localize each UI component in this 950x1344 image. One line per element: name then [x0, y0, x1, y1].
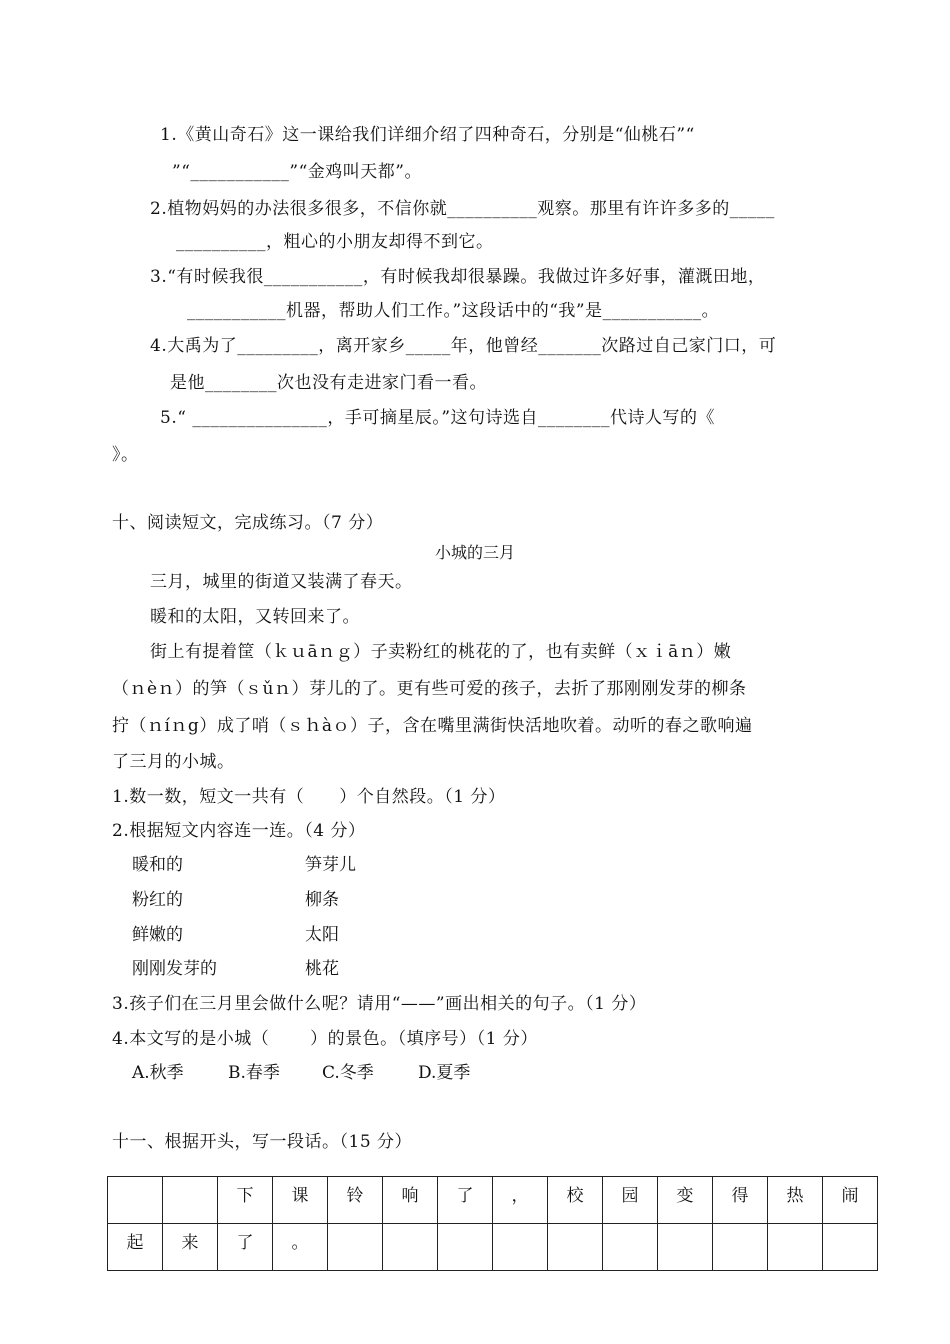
grid-cell[interactable]: [768, 1224, 823, 1271]
grid-cell[interactable]: [383, 1224, 438, 1271]
writing-grid: [107, 1176, 878, 1271]
question-2: 2.根据短文内容连一连。（4 分）: [112, 821, 366, 841]
q9-5-line1: 5.“ _______________，手可摘星辰。”这句诗选自________代诗人写的《: [160, 408, 716, 428]
option-d: D.夏季: [418, 1063, 471, 1083]
grid-cell[interactable]: 热: [768, 1177, 823, 1224]
grid-cell[interactable]: 闹: [823, 1177, 878, 1224]
q9-3-line2: ___________机器，帮助人们工作。”这段话中的“我”是___________。: [187, 301, 720, 321]
q9-4-line2: 是他________次也没有走进家门看一看。: [170, 373, 487, 393]
grid-cell[interactable]: 。: [273, 1224, 328, 1271]
grid-cell[interactable]: [603, 1224, 658, 1271]
match-right-3: 太阳: [305, 925, 339, 945]
grid-cell[interactable]: 起: [108, 1224, 163, 1271]
grid-cell[interactable]: [548, 1224, 603, 1271]
question-3: 3.孩子们在三月里会做什么呢？请用“——”画出相关的句子。（1 分）: [112, 994, 647, 1014]
grid-cell[interactable]: 铃: [328, 1177, 383, 1224]
grid-cell[interactable]: 来: [163, 1224, 218, 1271]
passage-paragraph-3-line1: 街上有提着筐（ｋｕāｎｇ）子卖粉红的桃花的了，也有卖鲜（ｘｉāｎ）嫩: [150, 642, 732, 662]
passage-paragraph-1: 三月，城里的街道又装满了春天。: [150, 572, 413, 592]
grid-cell[interactable]: 得: [713, 1177, 768, 1224]
q9-2-line2: __________，粗心的小朋友却得不到它。: [176, 232, 494, 252]
match-left-4: 刚刚发芽的: [132, 959, 217, 979]
match-left-2: 粉红的: [132, 890, 183, 910]
grid-cell[interactable]: 变: [658, 1177, 713, 1224]
passage-paragraph-3-line3: 拧（ｎíｎg）成了哨（ｓｈàｏ）子，含在嘴里满街快活地吹着。动听的春之歌响遍: [112, 716, 753, 736]
grid-cell[interactable]: 了: [218, 1224, 273, 1271]
passage-paragraph-3-line4: 了三月的小城。: [112, 752, 235, 772]
grid-cell[interactable]: [438, 1224, 493, 1271]
grid-cell[interactable]: [163, 1177, 218, 1224]
q9-3-line1: 3.“有时候我很___________，有时候我却很暴躁。我做过许多好事，灌溉田地，: [150, 267, 766, 287]
grid-cell[interactable]: [108, 1177, 163, 1224]
section-11-heading: 十一、根据开头，写一段话。（15 分）: [112, 1132, 413, 1152]
match-left-3: 鲜嫩的: [132, 925, 183, 945]
q9-2-line1: 2.植物妈妈的办法很多很多，不信你就__________观察。那里有许许多多的_____: [150, 199, 775, 219]
passage-paragraph-3-line2: （ｎèｎ）的笋（ｓǔｎ）芽儿的了。更有些可爱的孩子，去折了那刚刚发芽的柳条: [112, 679, 747, 699]
passage-paragraph-2: 暖和的太阳，又转回来了。: [150, 607, 360, 627]
question-1: 1.数一数，短文一共有（ ）个自然段。（1 分）: [112, 787, 506, 807]
section-10-heading: 十、阅读短文，完成练习。（7 分）: [112, 513, 384, 533]
grid-cell[interactable]: 课: [273, 1177, 328, 1224]
q9-1-line2: ”“___________”“金鸡叫天都”。: [172, 162, 422, 182]
grid-cell[interactable]: 了: [438, 1177, 493, 1224]
grid-cell[interactable]: 响: [383, 1177, 438, 1224]
grid-cell[interactable]: 下: [218, 1177, 273, 1224]
option-c: C.冬季: [322, 1063, 374, 1083]
passage-title: 小城的三月: [434, 543, 515, 562]
grid-row-2: [108, 1224, 878, 1271]
option-b: B.春季: [228, 1063, 280, 1083]
grid-cell[interactable]: 校: [548, 1177, 603, 1224]
q9-1-line1: 1.《黄山奇石》这一课给我们详细介绍了四种奇石，分别是“仙桃石”“: [160, 125, 695, 145]
grid-cell[interactable]: [493, 1224, 548, 1271]
match-right-2: 柳条: [305, 890, 339, 910]
match-left-1: 暖和的: [132, 855, 183, 875]
grid-cell[interactable]: [658, 1224, 713, 1271]
grid-cell[interactable]: [823, 1224, 878, 1271]
q9-5-line2: 》。: [112, 445, 139, 465]
grid-cell[interactable]: ，: [493, 1177, 548, 1224]
option-a: A.秋季: [132, 1063, 184, 1083]
grid-cell[interactable]: [328, 1224, 383, 1271]
grid-row-1: [108, 1177, 878, 1224]
q9-4-line1: 4.大禹为了_________，离开家乡_____年，他曾经_______次路过自己家门口，可: [150, 336, 777, 356]
match-right-1: 笋芽儿: [305, 855, 356, 875]
grid-cell[interactable]: 园: [603, 1177, 658, 1224]
match-right-4: 桃花: [305, 959, 339, 979]
grid-cell[interactable]: [713, 1224, 768, 1271]
question-4: 4.本文写的是小城（ ）的景色。（填序号）（1 分）: [112, 1029, 538, 1049]
